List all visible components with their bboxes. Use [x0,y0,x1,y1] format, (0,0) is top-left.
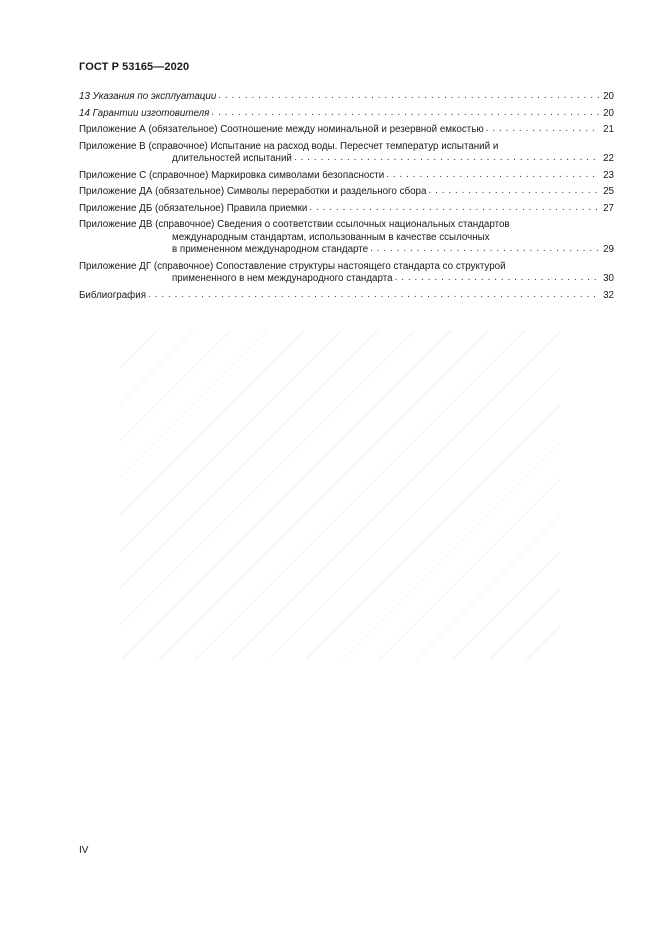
toc-page-number: 20 [603,91,614,102]
toc-entry-title: Приложение ДА (обязательное) Символы переработки и раздельного сбора [79,186,427,197]
toc-entry-13[interactable] [79,91,614,104]
toc-entry-appendix-db[interactable] [79,203,614,216]
toc-entry-title: 13 Указания по эксплуатации [79,91,217,102]
toc-entry-appendix-dg[interactable] [79,261,614,286]
leader-dots [370,243,599,256]
toc-entry-appendix-da[interactable] [79,186,614,199]
toc-entry-title: Библиография [79,289,147,301]
toc-entry-appendix-c[interactable] [79,170,614,183]
toc-entry-appendix-a[interactable] [79,124,614,137]
toc-page-number: 21 [603,124,614,135]
toc-page-number: 25 [603,186,614,197]
toc-page-number: 32 [603,289,614,301]
leader-dots [428,185,599,198]
toc-page-number: 27 [603,202,614,214]
leader-dots [395,272,599,285]
leader-dots [309,202,599,215]
page-number: IV [79,845,89,856]
leader-dots [218,90,599,103]
toc-entry-title-line2: международным стандартам, использованным в качестве ссылочных [172,231,490,243]
leader-dots [386,169,599,182]
toc-entry-appendix-dv[interactable] [79,219,614,257]
table-of-contents [79,91,614,306]
toc-entry-title-line1: Приложение ДГ (справочное) Сопоставление структуры настоящего стандарта со структурой [79,260,506,272]
watermark [120,330,560,660]
leader-dots [211,107,599,120]
toc-entry-bibliography[interactable] [79,290,614,303]
toc-entry-14[interactable] [79,108,614,121]
toc-page-number: 22 [603,153,614,164]
document-header: ГОСТ Р 53165—2020 [79,61,190,73]
leader-dots [294,152,599,165]
toc-entry-title-line1: Приложение В (справочное) Испытание на расход воды. Пересчет температур испытаний и [79,140,499,152]
leader-dots [486,123,599,136]
toc-entry-title-line2: длительностей испытаний [172,153,292,164]
toc-page-number: 20 [603,107,614,119]
toc-entry-title-line1: Приложение ДВ (справочное) Сведения о соответствии ссылочных национальных стандартов [79,219,510,230]
toc-entry-title: 14 Гарантии изготовителя [79,107,210,119]
toc-page-number: 23 [603,169,614,181]
toc-entry-title: Приложение ДБ (обязательное) Правила приемки [79,202,308,214]
toc-entry-title-line3: в примененном международном стандарте [172,244,369,255]
leader-dots [148,289,599,302]
toc-entry-title: Приложение С (справочное) Маркировка символами безопасности [79,169,385,181]
toc-entry-appendix-b[interactable] [79,141,614,166]
toc-page-number: 29 [603,244,614,255]
toc-entry-title-line2: примененного в нем международного стандарта [172,273,393,284]
toc-entry-title: Приложение А (обязательное) Соотношение между номинальной и резервной емкостью [79,124,484,135]
toc-page-number: 30 [603,273,614,284]
